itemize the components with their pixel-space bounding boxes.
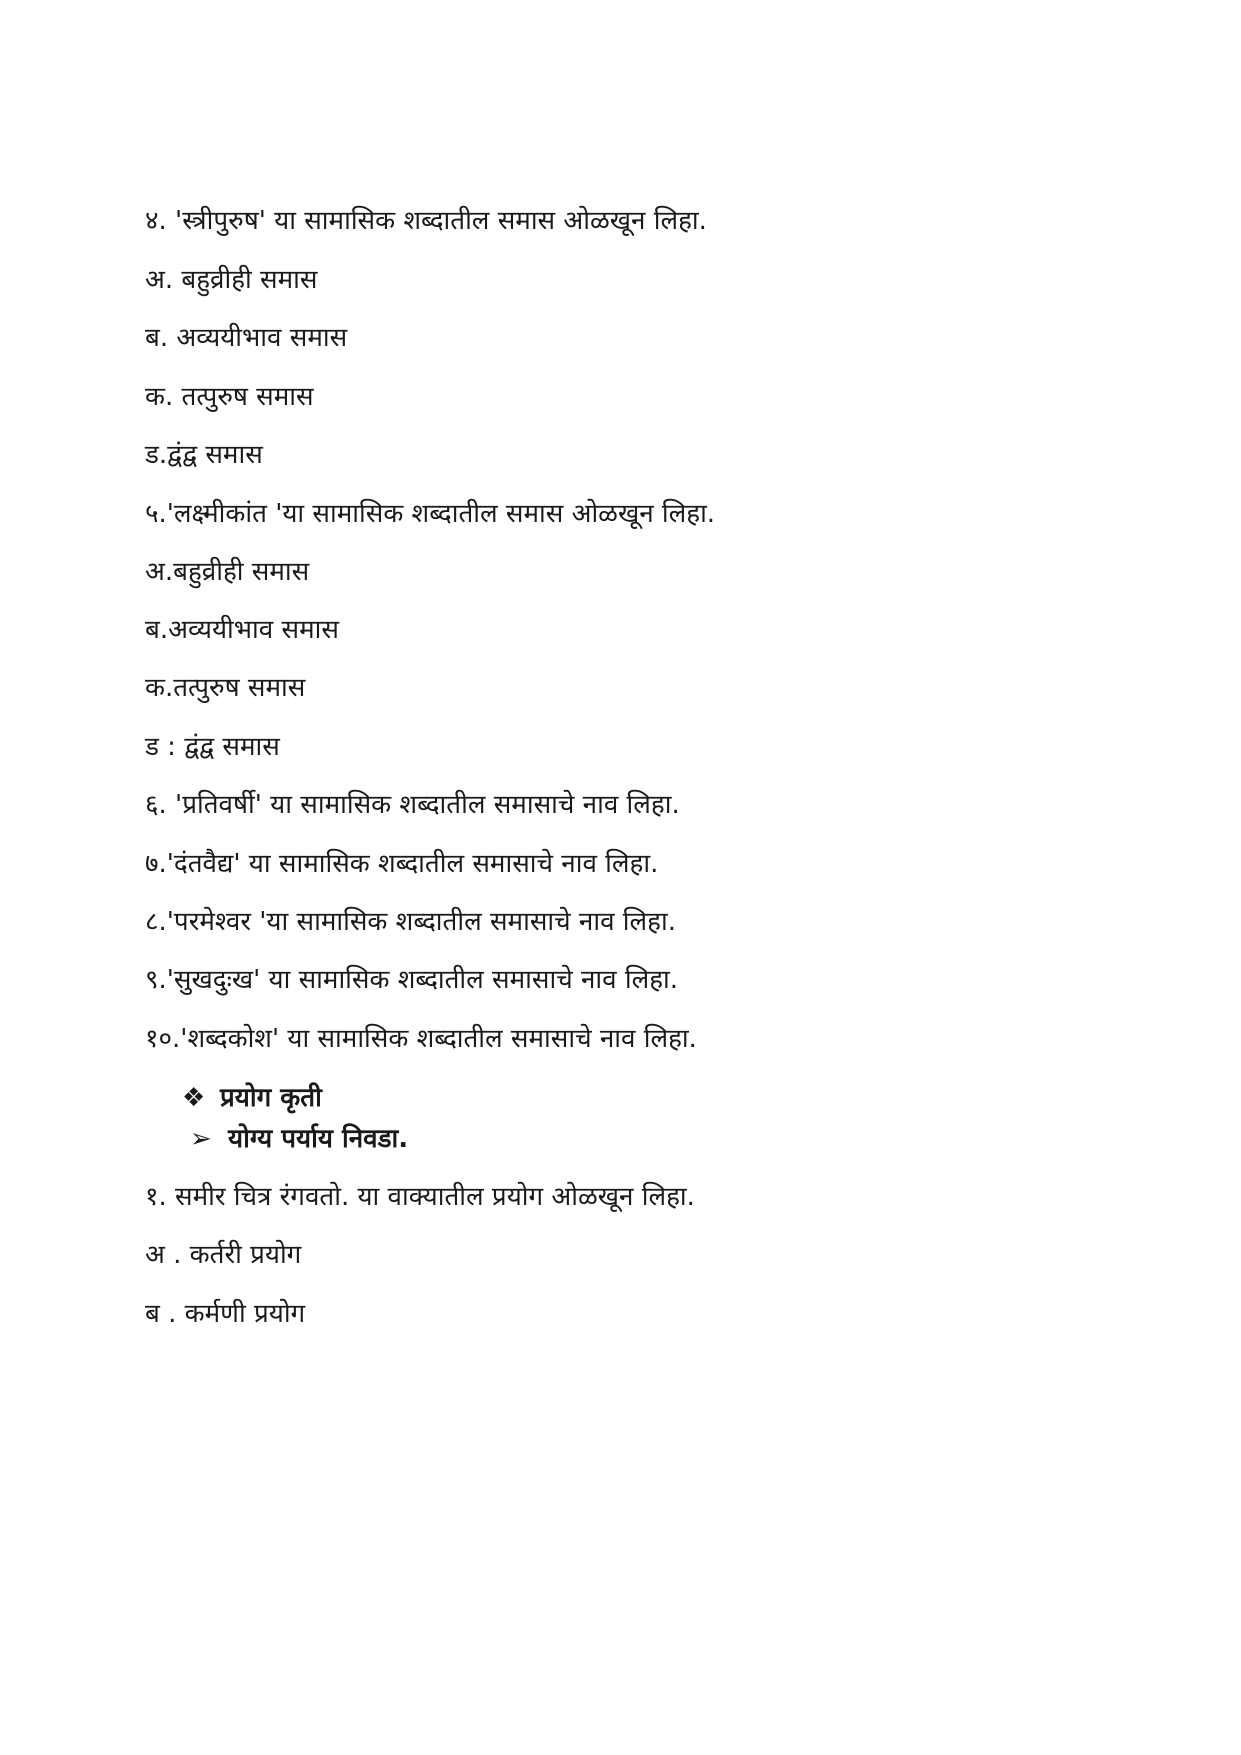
question-7: ७.'दंतवैद्य' या सामासिक शब्दातील समासाचे नाव लिहा. [145, 849, 659, 879]
section-subtitle: योग्य पर्याय निवडा. [228, 1124, 409, 1154]
four-diamond-bullet-icon: ❖ [182, 1083, 206, 1113]
option-5d: ड : द्वंद्व समास [145, 732, 280, 762]
prayog-option-a: अ . कर्तरी प्रयोग [145, 1240, 302, 1270]
prayog-option-b: ब . कर्मणी प्रयोग [145, 1299, 306, 1329]
question-9: ९.'सुखदुःख' या सामासिक शब्दातील समासाचे नाव लिहा. [145, 965, 679, 995]
option-4d: ड.द्वंद्व समास [145, 440, 263, 470]
option-4a: अ. बहुव्रीही समास [145, 265, 318, 295]
option-5a: अ.बहुव्रीही समास [145, 557, 310, 587]
question-4: ४. 'स्त्रीपुरुष' या सामासिक शब्दातील समास ओळखून लिहा. [145, 206, 707, 236]
section-title: प्रयोग कृती [220, 1083, 322, 1113]
section-subheading [190, 1122, 408, 1156]
option-4c: क. तत्पुरुष समास [145, 382, 314, 412]
question-8: ८.'परमेश्वर 'या सामासिक शब्दातील समासाचे नाव लिहा. [145, 907, 676, 937]
option-5b: ब.अव्ययीभाव समास [145, 615, 339, 645]
section-heading [182, 1081, 322, 1115]
option-5c: क.तत्पुरुष समास [145, 673, 306, 703]
option-4b: ब. अव्ययीभाव समास [145, 323, 348, 353]
arrowhead-bullet-icon: ➢ [190, 1124, 212, 1154]
prayog-question-1: १. समीर चित्र रंगवतो. या वाक्यातील प्रयोग ओळखून लिहा. [145, 1182, 695, 1212]
question-6: ६. 'प्रतिवर्षी' या सामासिक शब्दातील समासाचे नाव लिहा. [145, 790, 680, 820]
question-5: ५.'लक्ष्मीकांत 'या सामासिक शब्दातील समास ओळखून लिहा. [145, 499, 716, 529]
question-10: १०.'शब्दकोश' या सामासिक शब्दातील समासाचे नाव लिहा. [145, 1024, 697, 1054]
